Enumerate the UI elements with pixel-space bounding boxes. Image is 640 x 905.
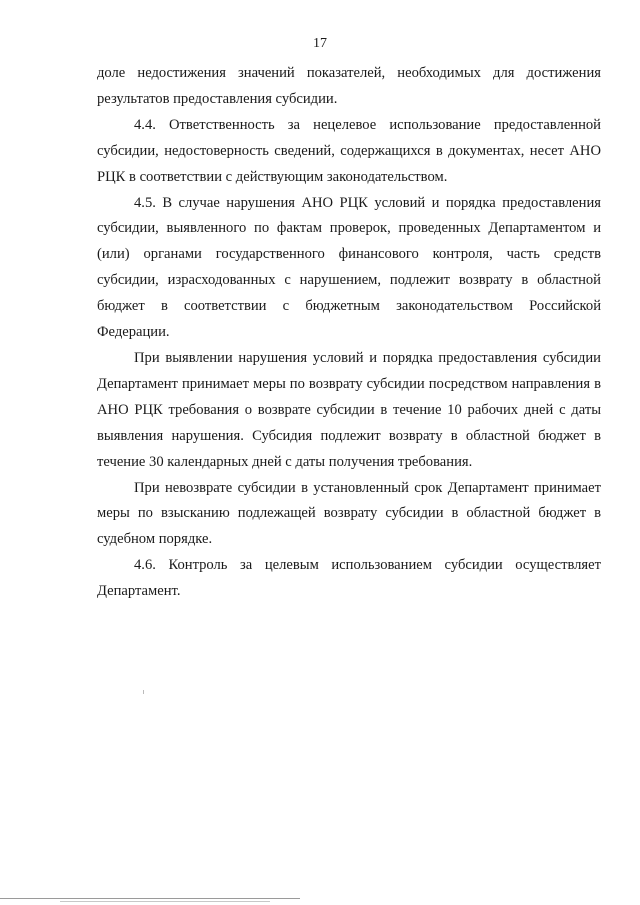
paragraph-4-4: 4.4. Ответственность за нецелевое использование предоставленной субсидии, недостоверность сведений, содержащихся в документах, несет АНО РЦК в соответствии с действующим законодательством. [97, 116, 601, 185]
paragraph-nonreturn: При невозврате субсидии в установленный срок Департамент принимает меры по взысканию подлежащей возврату субсидии в областной бюджет в судебном порядке. [97, 479, 601, 548]
footer-rule [0, 898, 300, 899]
document-body [97, 61, 601, 605]
paragraph-4-6: 4.6. Контроль за целевым использованием субсидии осуществляет Департамент. [97, 557, 601, 600]
paragraph-continued: доле недостижения значений показателей, необходимых для достижения результатов предоставления субсидии. [97, 65, 601, 107]
paragraph-4-5: 4.5. В случае нарушения АНО РЦК условий и порядка предоставления субсидии, выявленного по фактам проверок, проведенных Департаментом и (или) органами государственного финансового контроля, часть средств субсидии, израсходованных с нарушением, подлежит возврату в областной бюджет в соответствии с бюджетным законодательством Российской Федерации. [97, 194, 601, 341]
footer-rule-secondary [60, 901, 270, 902]
page-number: 17 [313, 36, 327, 51]
paragraph-violation-procedure: При выявлении нарушения условий и порядка предоставления субсидии Департамент принимает меры по возврату субсидии посредством направления в АНО РЦК требования о возврате субсидии в течение 10 рабочих дней с даты выявления нарушения. Субсидия подлежит возврату в областной бюджет в течение 30 календарных дней с даты получения требования. [97, 349, 601, 470]
scan-artifact [143, 690, 144, 694]
